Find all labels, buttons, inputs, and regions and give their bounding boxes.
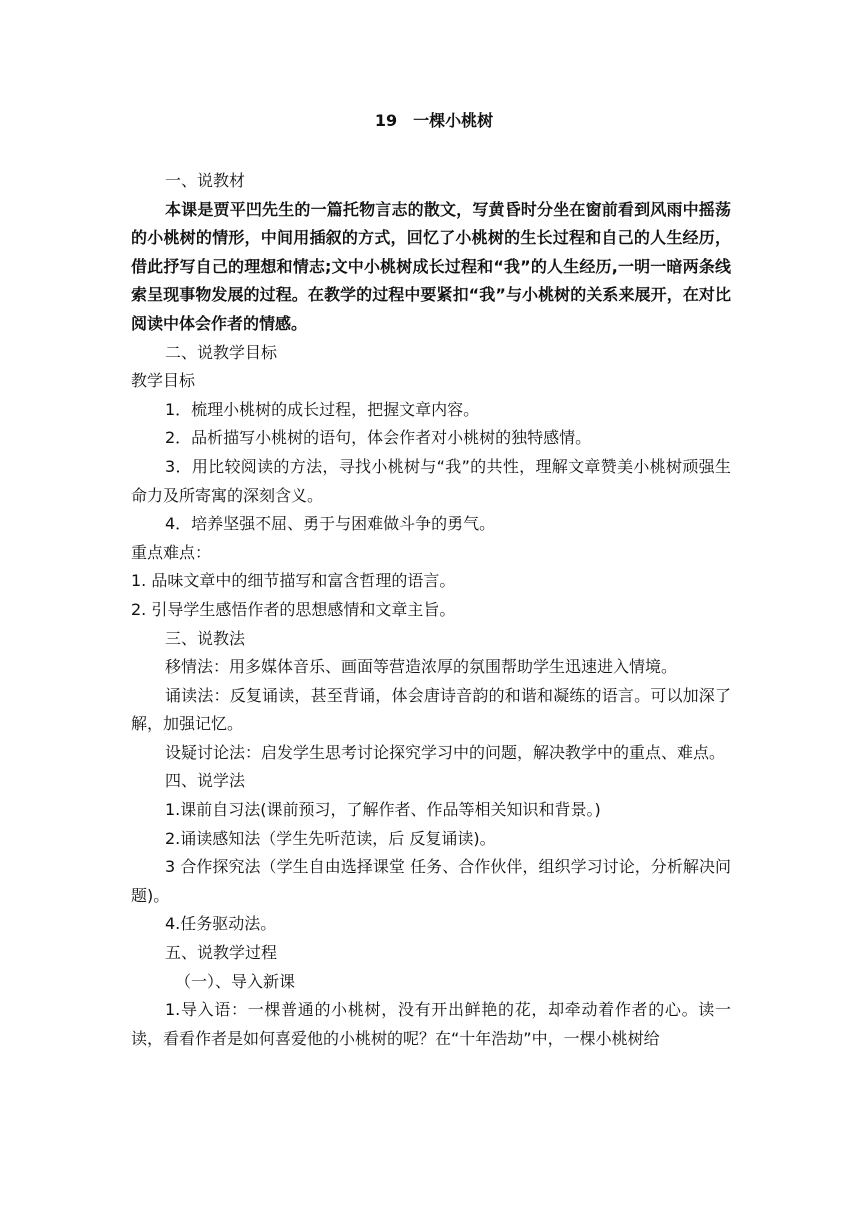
learning-method-item: 4.任务驱动法。 — [165, 914, 277, 934]
subsection-heading-intro: （一）、导入新课 — [175, 971, 296, 991]
objective-item: 4．培养坚强不屈、勇于与困难做斗争的勇气。 — [165, 514, 496, 534]
title-spacer — [131, 136, 731, 167]
section-heading-objectives: 二、说教学目标 — [165, 342, 278, 362]
learning-method-item: 2.诵读感知法（学生先听范读，后 反复诵读)。 — [165, 828, 496, 848]
objective-item: 1．梳理小桃树的成长过程，把握文章内容。 — [165, 399, 480, 419]
objective-item: 3．用比较阅读的方法，寻找小桃树与“我”的共性，理解文章赞美小桃树顽强生命力及所寄寓的深刻含义。 — [131, 456, 731, 505]
objectives-label: 教学目标 — [131, 371, 196, 391]
teaching-method-item: 移情法：用多媒体音乐、画面等营造浓厚的氛围帮助学生迅速进入情境。 — [165, 657, 678, 677]
document-title: 19 一棵小桃树 — [374, 111, 494, 130]
section-heading-process: 五、说教学过程 — [165, 943, 278, 963]
section-heading-learning-methods: 四、说学法 — [165, 771, 246, 791]
learning-method-item: 1.课前自习法(课前预习，了解作者、作品等相关知识和背景。) — [165, 800, 601, 820]
objective-item: 2．品析描写小桃树的语句，体会作者对小桃树的独特感情。 — [165, 428, 592, 448]
key-points-label: 重点难点： — [131, 542, 212, 562]
textbook-summary-paragraph: 本课是贾平凹先生的一篇托物言志的散文，写黄昏时分坐在窗前看到风雨中摇荡的小桃树的情形，中间用插叙的方式，回忆了小桃树的生长过程和自己的人生经历，借此抒写自己的理想和情志;文中小桃树成长过程和“我”的人生经历,一明一暗两条线索呈现事物发展的过程。在教学的过程中要紧扣“我”与小桃树的关系来展开，在对比阅读中体会作者的情感。 — [131, 199, 731, 333]
teaching-method-item: 诵读法：反复诵读，甚至背诵，体会唐诗音韵的和谐和凝练的语言。可以加深了解，加强记忆。 — [131, 685, 731, 734]
key-point-item: 1. 品味文章中的细节描写和富含哲理的语言。 — [131, 571, 456, 591]
learning-method-item: 3 合作探究法（学生自由选择课堂 任务、合作伙伴，组织学习讨论，分析解决问题)。 — [131, 857, 731, 905]
document-body — [131, 106, 731, 1053]
intro-paragraph: 1.导入语：一棵普通的小桃树，没有开出鲜艳的花，却牵动着作者的心。读一读，看看作者是如何喜爱他的小桃树的呢？在“十年浩劫”中，一棵小桃树给 — [131, 1000, 731, 1048]
key-point-item: 2. 引导学生感悟作者的思想感情和文章主旨。 — [131, 599, 456, 619]
teaching-method-item: 设疑讨论法：启发学生思考讨论探究学习中的问题，解决教学中的重点、难点。 — [165, 742, 726, 762]
section-heading-teaching-methods: 三、说教法 — [165, 628, 246, 648]
section-heading-textbook: 一、说教材 — [165, 171, 246, 190]
